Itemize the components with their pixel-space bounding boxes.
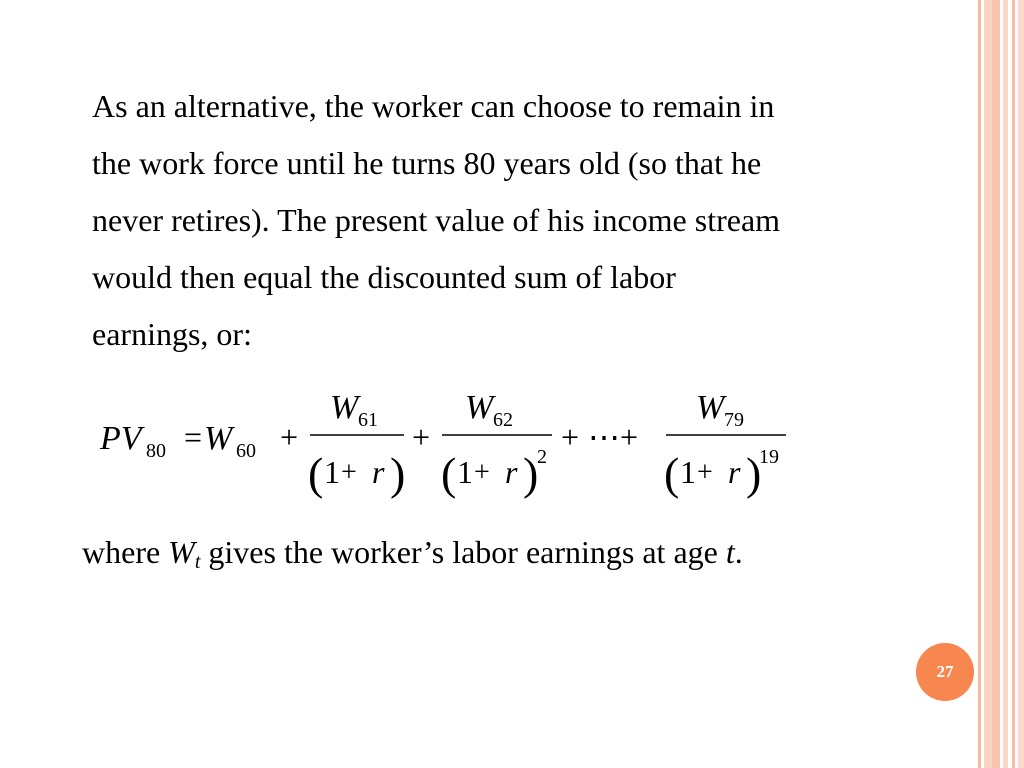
paragraph-line: would then equal the discounted sum of labor [92, 259, 676, 295]
numerator-subscript: 61 [358, 409, 378, 431]
where-subscript: t [194, 551, 201, 573]
fraction-term-3 [664, 389, 786, 499]
decorative-stripe [984, 0, 992, 768]
open-paren: ( [308, 448, 324, 499]
close-paren: ) [390, 448, 406, 499]
paragraph-line: the work force until he turns 80 years old (so that he [92, 145, 762, 181]
paragraph-line: earnings, or: [92, 316, 252, 352]
plus-sign: + [412, 419, 431, 455]
denominator-one: 1 [457, 454, 473, 490]
plus-sign: + [280, 419, 299, 455]
plus-sign: + [620, 419, 639, 455]
denominator-one: 1 [324, 454, 340, 490]
w-subscript: 60 [236, 440, 256, 462]
w-symbol: W [204, 420, 233, 457]
decorative-stripe [992, 0, 1000, 768]
close-paren: ) [523, 448, 539, 499]
where-text-end: . [734, 534, 743, 570]
exponent: 2 [537, 446, 547, 468]
where-variable: W [168, 534, 195, 570]
open-paren: ( [664, 448, 680, 499]
where-text-before: where [82, 534, 169, 570]
present-value-equation [100, 385, 800, 505]
denominator-r: r [728, 454, 741, 490]
denominator-r: r [372, 454, 385, 490]
exponent: 19 [759, 446, 779, 468]
decorative-stripe [1018, 0, 1024, 768]
where-text-after: gives the worker’s labor earnings at age [200, 534, 726, 570]
decorative-stripe [978, 0, 981, 768]
where-definition [82, 528, 743, 586]
denominator-plus: + [697, 457, 713, 488]
decorative-stripe [1012, 0, 1015, 768]
paragraph-line: As an alternative, the worker can choose to remain in [92, 88, 775, 124]
equals-sign: = [184, 419, 203, 455]
numerator-subscript: 79 [724, 409, 744, 431]
numerator-w: W [696, 389, 725, 426]
pv-symbol: PV [100, 420, 142, 457]
pv-subscript: 80 [146, 440, 166, 462]
fraction-term-2 [441, 389, 552, 499]
body-paragraph [92, 78, 962, 363]
decorative-stripe [1003, 0, 1008, 768]
numerator-subscript: 62 [493, 409, 513, 431]
age-variable: t [725, 534, 735, 570]
close-paren: ) [746, 448, 762, 499]
denominator-plus: + [341, 457, 357, 488]
denominator-one: 1 [680, 454, 696, 490]
paragraph-line: never retires). The present value of his income stream [92, 202, 781, 238]
denominator-r: r [505, 454, 518, 490]
numerator-w: W [465, 389, 494, 426]
fraction-term-1 [308, 389, 405, 499]
open-paren: ( [441, 448, 457, 499]
page-number-badge: 27 [916, 643, 974, 701]
ellipsis: ⋯ [588, 419, 620, 455]
plus-sign: + [561, 419, 580, 455]
denominator-plus: + [474, 457, 490, 488]
numerator-w: W [330, 389, 359, 426]
